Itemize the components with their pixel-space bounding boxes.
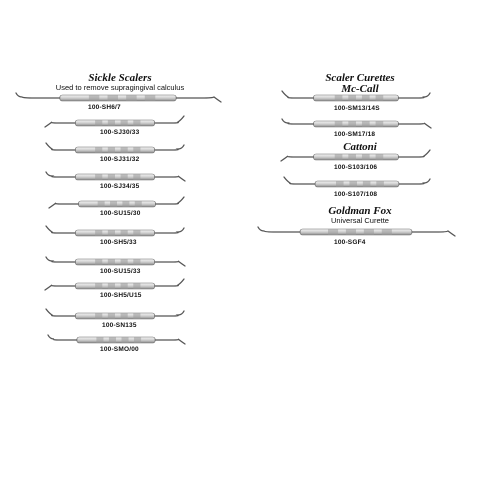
handle-grip (95, 283, 102, 289)
working-end-left (46, 309, 75, 316)
handle-grip (109, 337, 116, 343)
handle-grip (108, 313, 115, 319)
handle-grip (335, 121, 343, 127)
handle-grip (363, 181, 371, 187)
working-end-right (399, 93, 430, 98)
handle-grip (95, 120, 102, 126)
instrument-code-label: 100-SH5/U15 (100, 292, 142, 299)
working-end-left (45, 122, 75, 127)
handle-grip (133, 120, 140, 126)
handle-grip (364, 229, 374, 235)
section-subtitle-universal-curette: Universal Curette (331, 216, 389, 225)
handle-grip (126, 95, 136, 101)
handle-grip (96, 337, 103, 343)
working-end-right (155, 116, 184, 123)
working-end-right (155, 279, 184, 286)
working-end-left (16, 93, 60, 98)
handle-grip (95, 174, 102, 180)
instrument-code-label: 100-SJ34/35 (100, 183, 140, 190)
handle-grip (348, 154, 356, 160)
handle-grip (95, 230, 102, 236)
working-end-left (46, 257, 75, 262)
working-end-left (45, 285, 75, 290)
handle-grip (133, 313, 140, 319)
working-end-left (281, 156, 313, 161)
instrument-code-label: 100-S107/108 (334, 191, 378, 198)
handle-grip (121, 147, 128, 153)
handle-grip (376, 154, 384, 160)
handle-grip (348, 95, 356, 101)
working-end-right (155, 261, 185, 266)
working-end-left (46, 226, 75, 233)
handle-grip (98, 201, 105, 207)
instrument-code-label: 100-SU15/30 (100, 210, 141, 217)
instrument-code-label: 100-SGF4 (334, 239, 366, 246)
handle-grip (121, 120, 128, 126)
working-end-left (49, 203, 78, 208)
handle-grip (376, 181, 384, 187)
working-end-left (284, 177, 315, 184)
handle-grip (335, 95, 343, 101)
section-subtitle-sickle-scalers: Used to remove supragingival calculus (55, 83, 185, 92)
working-end-right (156, 197, 184, 204)
instrument-code-label: 100-SN135 (102, 322, 137, 329)
handle-grip (121, 313, 128, 319)
handle-grip (336, 181, 344, 187)
instrument-code-label: 100-SU15/33 (100, 268, 141, 275)
handle-grip (108, 283, 115, 289)
working-end-right (155, 339, 185, 344)
working-end-right (399, 150, 430, 157)
handle-grip (349, 181, 357, 187)
handle-grip (133, 174, 140, 180)
handle-grip (348, 121, 356, 127)
handle-grip (133, 230, 140, 236)
section-title-goldman-fox: Goldman Fox (328, 205, 392, 217)
handle-grip (121, 174, 128, 180)
handle-grip (108, 95, 118, 101)
working-end-left (48, 335, 77, 340)
working-end-left (282, 119, 313, 124)
handle-grip (382, 229, 392, 235)
handle-grip (95, 313, 102, 319)
instrument-code-label: 100-SH6/7 (88, 104, 121, 111)
instrument-code-label: 100-SM17/18 (334, 131, 376, 138)
handle-grip (122, 201, 129, 207)
working-end-left (282, 91, 313, 98)
handle-grip (95, 147, 102, 153)
handle-grip (108, 230, 115, 236)
handle-grip (121, 337, 128, 343)
working-end-left (258, 227, 300, 232)
working-end-left (46, 172, 75, 177)
instrument-code-label: 100-S103/106 (334, 164, 378, 171)
section-title-cattoni: Cattoni (343, 141, 377, 153)
handle-grip (362, 121, 370, 127)
instrument-code-label: 100-SM13/14S (334, 105, 380, 112)
working-end-right (155, 176, 185, 181)
working-end-right (176, 97, 221, 102)
handle-grip (133, 147, 140, 153)
handle-grip (89, 95, 99, 101)
section-title-scaler-curettes: Scaler Curettes (325, 72, 395, 84)
instrument-code-label: 100-SMO/00 (100, 346, 139, 353)
section-title-sickle-scalers: Sickle Scalers (88, 72, 152, 84)
handle-grip (95, 259, 102, 265)
handle-grip (335, 154, 343, 160)
handle-grip (108, 174, 115, 180)
handle-grip (376, 121, 384, 127)
handle-grip (346, 229, 356, 235)
handle-grip (133, 259, 140, 265)
working-end-left (46, 143, 75, 150)
instrument-code-label: 100-SJ31/32 (100, 156, 140, 163)
handle-grip (108, 120, 115, 126)
section-title-mccall: Mc-Call (341, 83, 379, 95)
instrument-code-label: 100-SJ30/33 (100, 129, 140, 136)
handle-grip (135, 201, 142, 207)
handle-grip (362, 95, 370, 101)
handle-grip (121, 259, 128, 265)
handle-grip (145, 95, 155, 101)
handle-grip (121, 230, 128, 236)
instrument-code-label: 100-SH5/33 (100, 239, 137, 246)
working-end-right (155, 311, 184, 316)
handle-grip (134, 337, 141, 343)
handle-grip (110, 201, 117, 207)
working-end-right (155, 228, 184, 233)
handle-grip (328, 229, 338, 235)
working-end-right (399, 123, 431, 128)
handle-grip (108, 259, 115, 265)
handle-grip (121, 283, 128, 289)
working-end-right (155, 145, 184, 150)
working-end-right (399, 179, 430, 184)
handle-grip (376, 95, 384, 101)
handle-grip (108, 147, 115, 153)
working-end-right (412, 231, 455, 236)
handle-grip (362, 154, 370, 160)
handle-grip (133, 283, 140, 289)
